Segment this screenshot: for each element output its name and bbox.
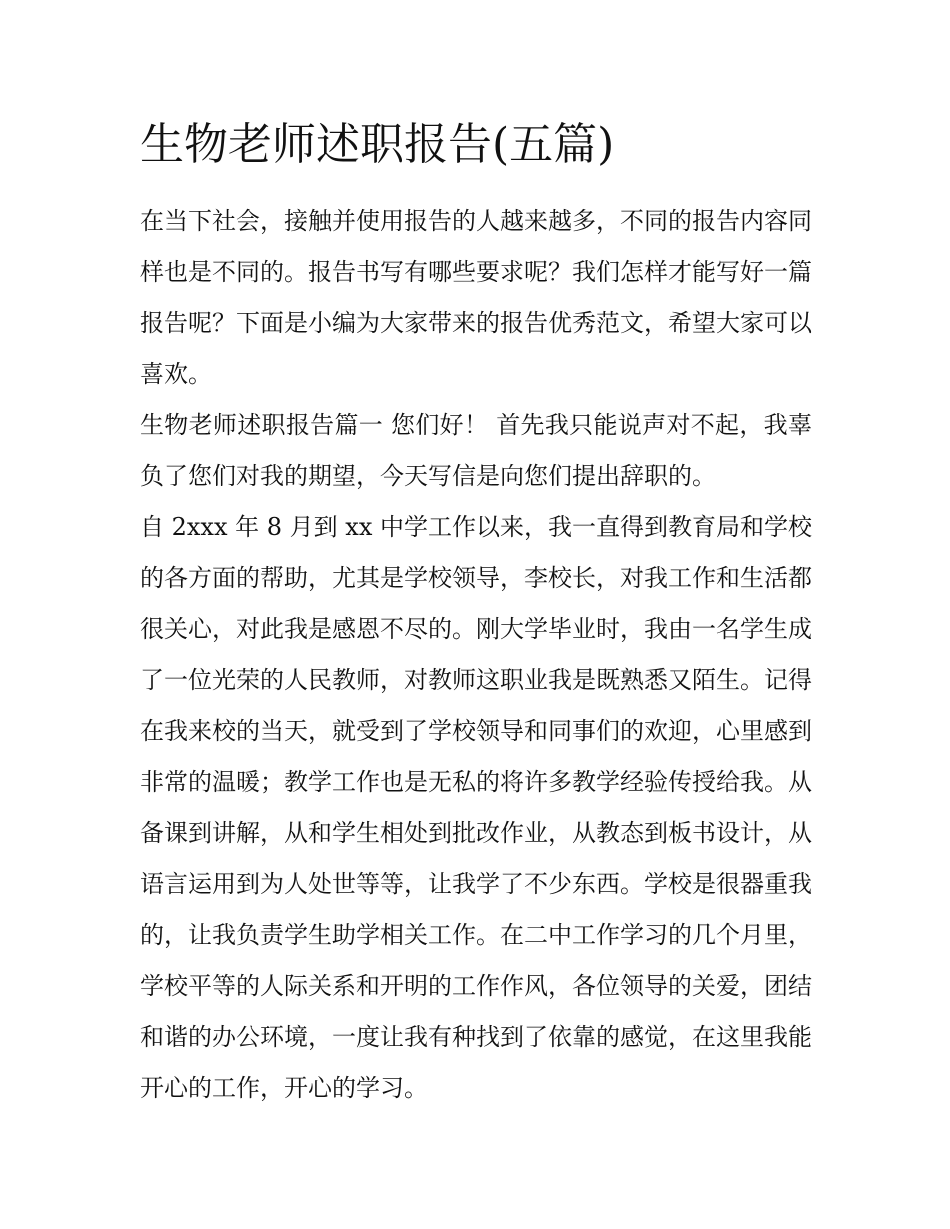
paragraph-intro: 在当下社会，接触并使用报告的人越来越多，不同的报告内容同样也是不同的。报告书写有哪些要求呢？我们怎样才能写好一篇报告呢？下面是小编为大家带来的报告优秀范文，希望大家可以喜欢。 [140,207,812,388]
document-body [140,196,812,1114]
paragraph-section-one-opening: 生物老师述职报告篇一 您们好！ 首先我只能说声对不起，我辜负了您们对我的期望，今天写信是向您们提出辞职的。 [140,411,812,490]
document-title: 生物老师述职报告(五篇) [140,119,615,170]
paragraph-work-experience: 自 2xxx 年 8 月到 xx 中学工作以来，我一直得到教育局和学校的各方面的帮助，尤其是学校领导，李校长，对我工作和生活都很关心，对此我是感恩不尽的。刚大学毕业时，我由一名学生成了一位光荣的人民教师，对教师这职业我是既熟悉又陌生。记得在我来校的当天，就受到了学校领导和同事们的欢迎，心里感到非常的温暖；教学工作也是无私的将许多教学经验传授给我。从备课到讲解，从和学生相处到批改作业，从教态到板书设计，从语言运用到为人处世等等，让我学了不少东西。学校是很器重我的，让我负责学生助学相关工作。在二中工作学习的几个月里，学校平等的人际关系和开明的工作作风，各位领导的关爱，团结和谐的办公环境，一度让我有种找到了依靠的感觉，在这里我能开心的工作，开心的学习。 [140,513,812,1102]
